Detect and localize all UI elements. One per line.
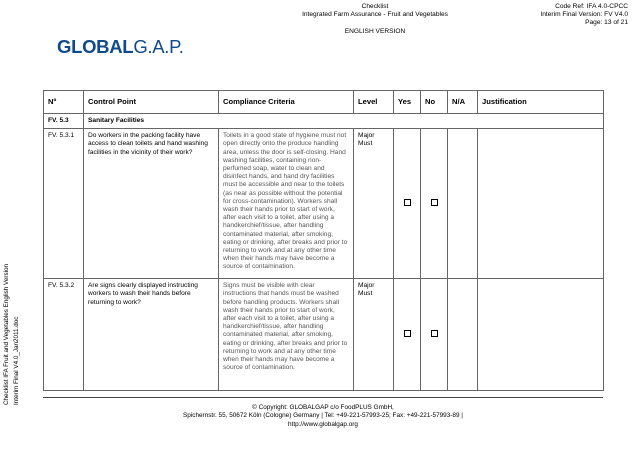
doc-title: Checklist	[361, 3, 389, 10]
row-compliance: Toilets in a good state of hygiene must not open directly onto the produce handling area, unless the door is self-closing. Hand washing facilities, containing non-perfumed soap, water to clean and disinfect hands, and hand dry facilities must be accessible and near to the toilets (as near as possible without the potential for cross-contamination). Workers shall wash their hands prior to start of work, after each visit to a toilet, after using a handkerchief/tissue, after handling contaminated material, after smoking, eating or drinking, after breaks and prior to returning to work and at any other time when their hands may have become a source of contamination.	[219, 129, 354, 279]
side-text-line1: Checklist IFA Fruit and Vegetables English Version	[3, 263, 10, 405]
footer-copyright: © Copyright: GLOBALGAP c/o FoodPLUS GmbH,	[252, 404, 394, 411]
logo-bold: GLOBAL	[57, 36, 134, 57]
justification-cell[interactable]	[478, 129, 604, 279]
header-center	[220, 3, 530, 36]
table-row	[44, 279, 604, 391]
na-cell[interactable]	[448, 129, 478, 279]
globalgap-logo	[57, 36, 184, 58]
no-checkbox[interactable]	[431, 199, 438, 206]
justification-cell[interactable]	[478, 279, 604, 391]
footer	[43, 404, 603, 429]
table-header-row	[44, 91, 604, 114]
col-header-na: N/A	[448, 91, 478, 114]
header-right	[540, 3, 628, 27]
language-label: ENGLISH VERSION	[344, 28, 406, 35]
code-ref: Code Ref: IFA 4.0-CPCC	[555, 3, 628, 10]
row-compliance: Signs must be visible with clear instructions that hands must be washed before handling products. Workers shall wash their hands prior to start of work, after each visit to a toilet, after using a handkerchief/tissue, after handling contaminated material, after smoking, eating or drinking, after breaks and prior to returning to work and at any other time when their hands may have become a source of contamination.	[219, 279, 354, 391]
col-header-no: No	[421, 91, 448, 114]
checklist-table	[43, 90, 604, 391]
row-level: Major Must	[354, 279, 394, 391]
page-number: Page: 13 of 21	[585, 19, 628, 26]
side-text-line2: Interim Final V4.0_Jan2011.doc	[13, 316, 20, 405]
footer-divider	[43, 397, 603, 398]
table-row	[44, 129, 604, 279]
section-title: Sanitary Facilities	[84, 114, 604, 129]
no-cell[interactable]	[421, 279, 448, 391]
row-id: FV. 5.3.1	[44, 129, 84, 279]
row-control-point: Do workers in the packing facility have access to clean toilets and hand washing facilities in the vicinity of their work?	[84, 129, 219, 279]
yes-cell[interactable]	[394, 129, 421, 279]
col-header-compliance: Compliance Criteria	[219, 91, 354, 114]
footer-url[interactable]: http://www.globalgap.org	[288, 420, 358, 428]
version-label: Interim Final Version: FV V4.0	[540, 11, 628, 18]
no-checkbox[interactable]	[431, 330, 438, 337]
side-file-label	[3, 175, 43, 405]
yes-checkbox[interactable]	[404, 330, 411, 337]
yes-cell[interactable]	[394, 279, 421, 391]
row-level: Major Must	[354, 129, 394, 279]
col-header-number: Nº	[44, 91, 84, 114]
row-control-point: Are signs clearly displayed instructing workers to wash their hands before returning to work?	[84, 279, 219, 391]
col-header-yes: Yes	[394, 91, 421, 114]
section-row	[44, 114, 604, 129]
col-header-control-point: Control Point	[84, 91, 219, 114]
section-id: FV. 5.3	[44, 114, 84, 129]
row-id: FV. 5.3.2	[44, 279, 84, 391]
na-cell[interactable]	[448, 279, 478, 391]
yes-checkbox[interactable]	[404, 199, 411, 206]
col-header-level: Level	[354, 91, 394, 114]
no-cell[interactable]	[421, 129, 448, 279]
col-header-justification: Justification	[478, 91, 604, 114]
footer-address: Spichernstr. 55, 50672 Köln (Cologne) Germany | Tel: +49-221-57993-25; Fax: +49-221-57993-89 |	[183, 412, 463, 420]
doc-subtitle: Integrated Farm Assurance - Fruit and Vegetables	[302, 11, 448, 18]
logo-normal: G.A.P.	[133, 36, 184, 57]
